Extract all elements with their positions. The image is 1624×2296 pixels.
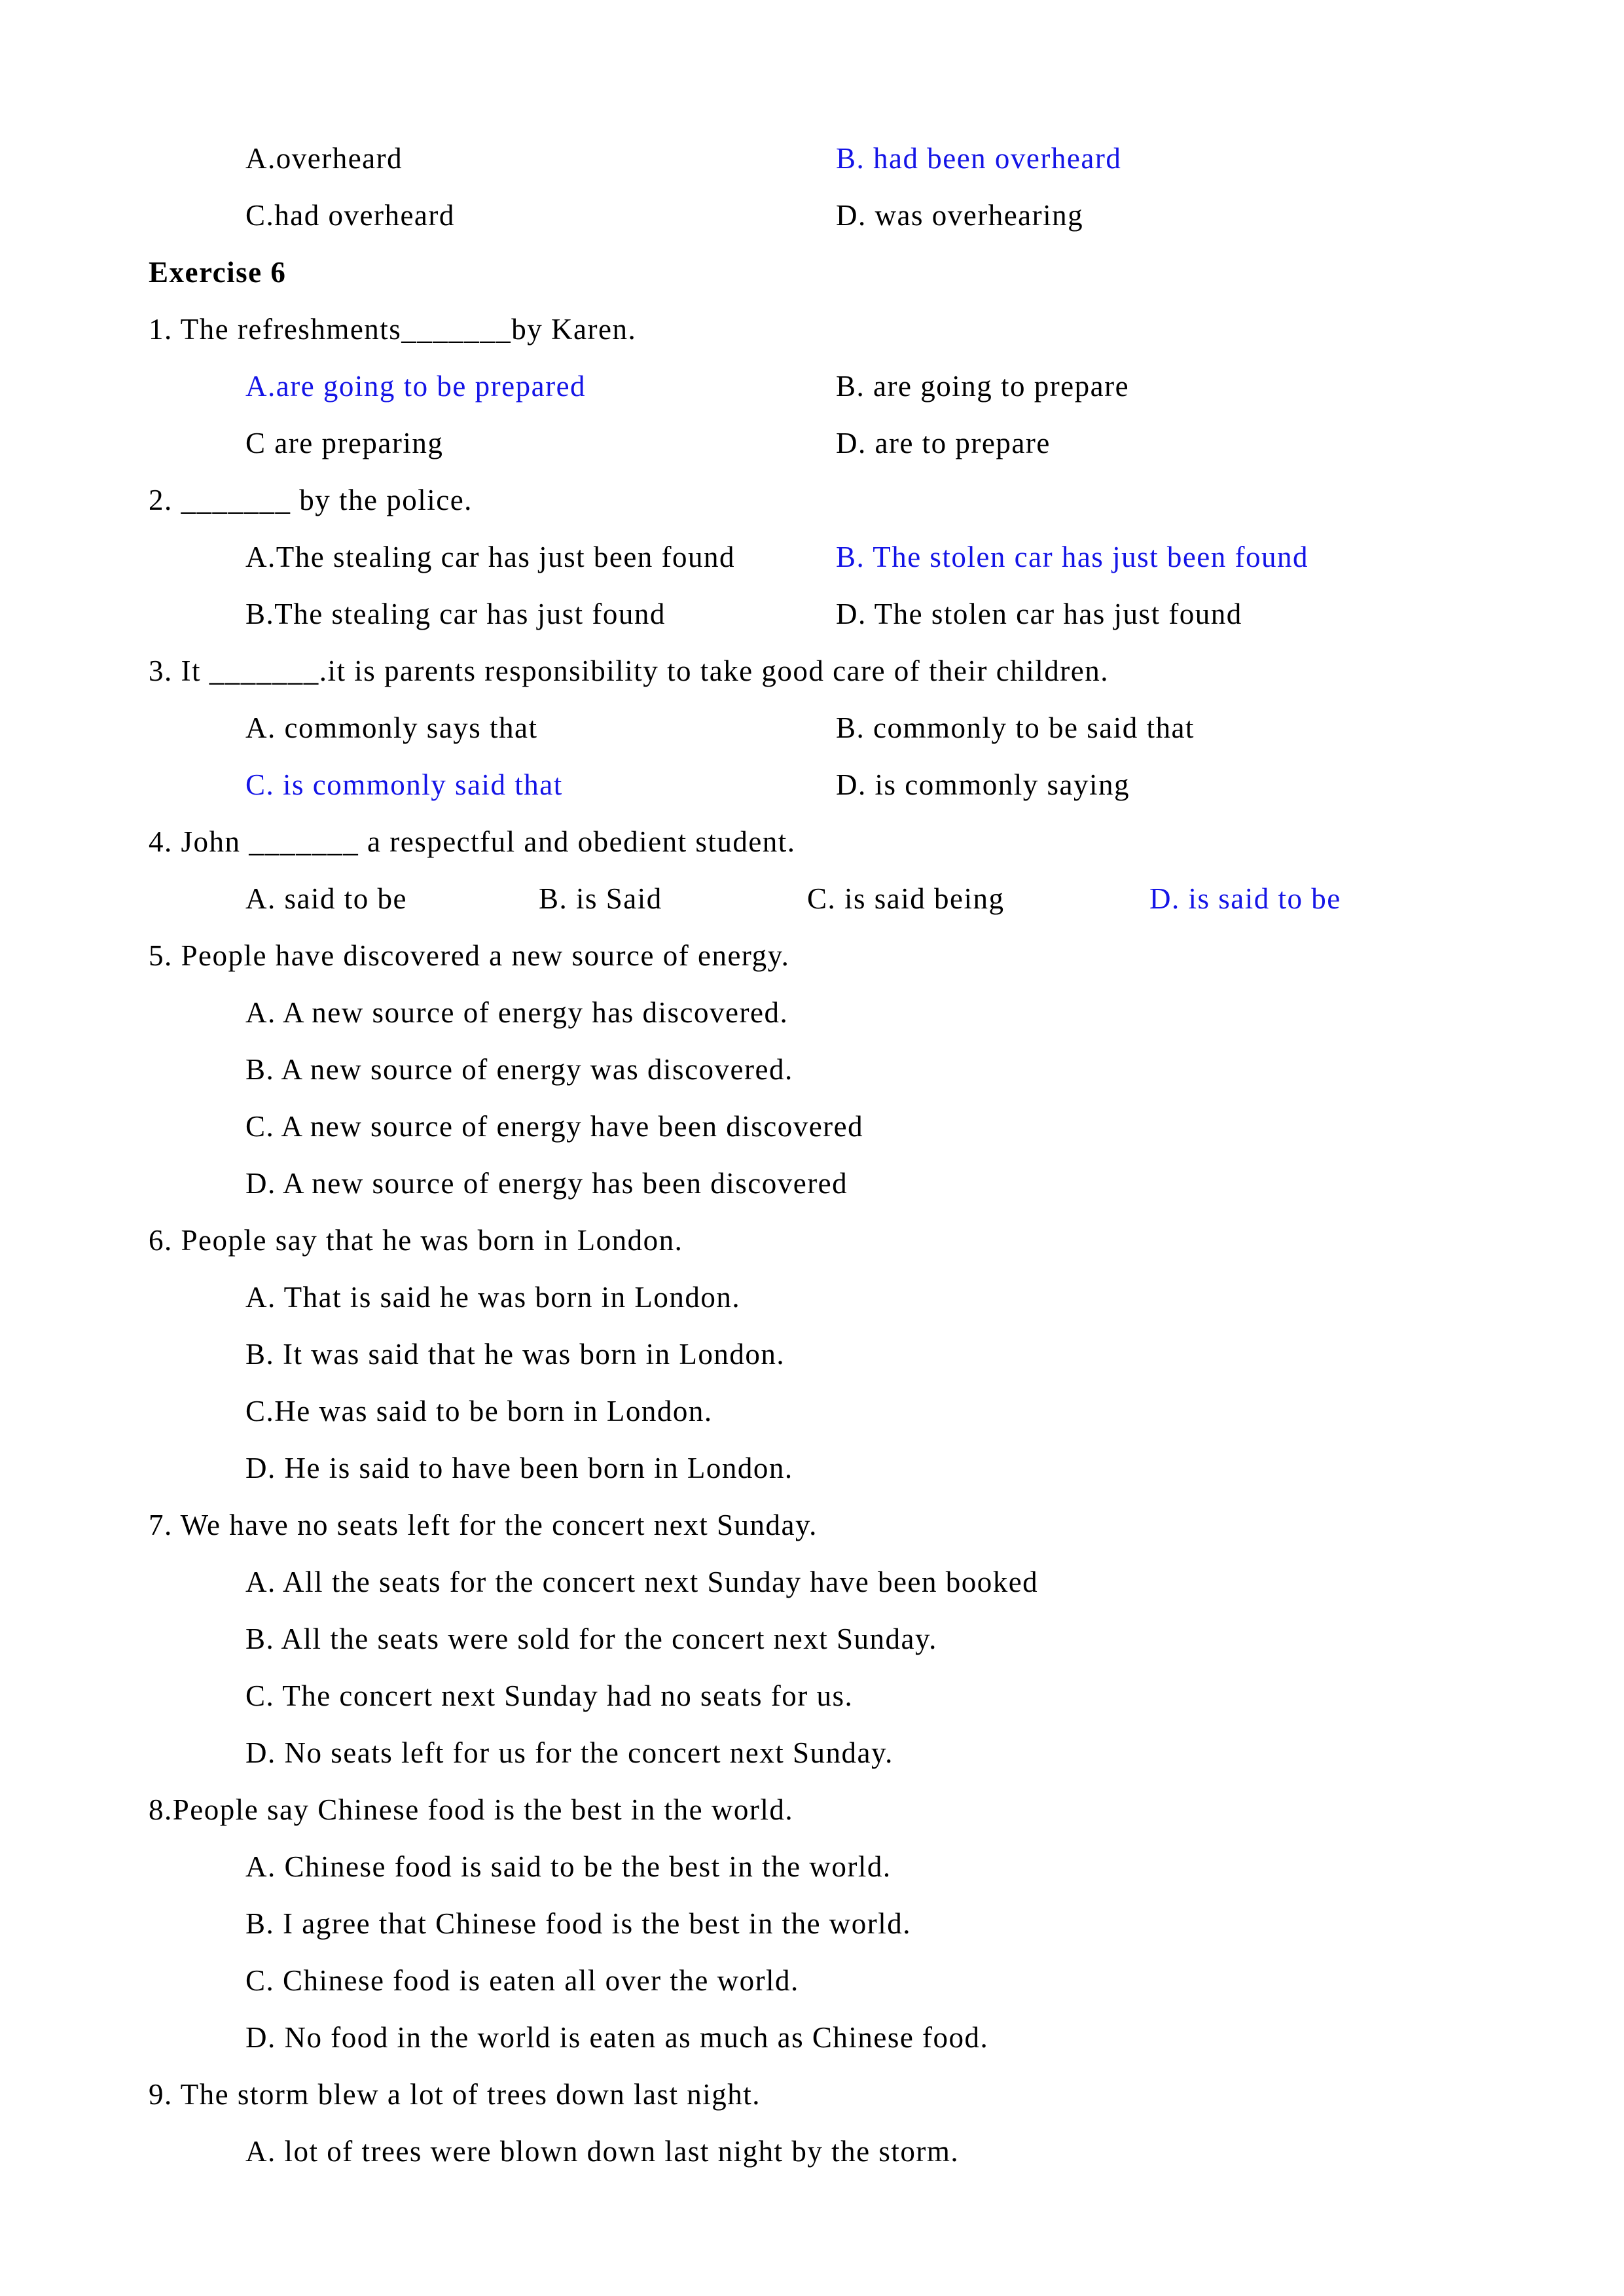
question-2-stem: 2. _______ by the police.	[149, 484, 473, 516]
question-5-option-b: B. A new source of energy was discovered.	[245, 1053, 793, 1086]
question-9-option-a: A. lot of trees were blown down last night by the storm.	[245, 2135, 960, 2168]
question-8-option-a: A. Chinese food is said to be the best in the world.	[245, 1850, 892, 1883]
exercise-title: Exercise 6	[149, 256, 287, 289]
question-7-option-c: C. The concert next Sunday had no seats for us.	[245, 1679, 854, 1712]
question-1-option-a-answer: A.are going to be prepared	[245, 370, 586, 403]
question-3-option-a: A. commonly says that	[245, 711, 538, 744]
prev-option-c: C.had overheard	[245, 199, 455, 232]
prev-option-a: A.overheard	[245, 142, 403, 175]
question-7-option-d: D. No seats left for us for the concert next Sunday.	[245, 1736, 893, 1769]
question-6-option-c: C.He was said to be born in London.	[245, 1395, 713, 1427]
question-6-option-a: A. That is said he was born in London.	[245, 1281, 741, 1314]
question-2-option-b-answer: B. The stolen car has just been found	[836, 541, 1309, 573]
question-8-stem: 8.People say Chinese food is the best in the world.	[149, 1793, 794, 1826]
question-2-option-d: D. The stolen car has just found	[836, 598, 1242, 630]
prev-option-b-answer: B. had been overheard	[836, 142, 1122, 175]
question-6-stem: 6. People say that he was born in London.	[149, 1224, 683, 1257]
question-8-option-b: B. I agree that Chinese food is the best in the world.	[245, 1907, 912, 1940]
question-3-option-b: B. commonly to be said that	[836, 711, 1195, 744]
question-4-option-a: A. said to be	[245, 882, 407, 915]
question-1-option-b: B. are going to prepare	[836, 370, 1130, 403]
question-6-option-d: D. He is said to have been born in London.	[245, 1452, 793, 1484]
question-8-option-d: D. No food in the world is eaten as much as Chinese food.	[245, 2021, 989, 2054]
question-4-option-d-answer: D. is said to be	[1149, 882, 1341, 915]
question-5-option-c: C. A new source of energy have been discovered	[245, 1110, 864, 1143]
question-4-option-c: C. is said being	[807, 882, 1005, 915]
question-6-option-b: B. It was said that he was born in London.	[245, 1338, 785, 1371]
question-7-stem: 7. We have no seats left for the concert next Sunday.	[149, 1509, 818, 1541]
question-9-stem: 9. The storm blew a lot of trees down last night.	[149, 2078, 761, 2111]
question-7-option-b: B. All the seats were sold for the concert next Sunday.	[245, 1623, 937, 1655]
question-1-option-d: D. are to prepare	[836, 427, 1051, 459]
question-4-stem: 4. John _______ a respectful and obedient student.	[149, 825, 796, 858]
question-4-option-b: B. is Said	[539, 882, 662, 915]
question-5-option-d: D. A new source of energy has been discovered	[245, 1167, 848, 1200]
question-2-option-a: A.The stealing car has just been found	[245, 541, 736, 573]
question-3-stem: 3. It _______.it is parents responsibility to take good care of their children.	[149, 655, 1109, 687]
prev-option-d: D. was overhearing	[836, 199, 1084, 232]
question-2-option-c: B.The stealing car has just found	[245, 598, 666, 630]
question-1-option-c: C are preparing	[245, 427, 444, 459]
question-8-option-c: C. Chinese food is eaten all over the world.	[245, 1964, 799, 1997]
question-5-stem: 5. People have discovered a new source of energy.	[149, 939, 790, 972]
question-3-option-d: D. is commonly saying	[836, 768, 1130, 801]
question-1-stem: 1. The refreshments_______by Karen.	[149, 313, 637, 346]
question-3-option-c-answer: C. is commonly said that	[245, 768, 563, 801]
question-5-option-a: A. A new source of energy has discovered.	[245, 996, 789, 1029]
question-7-option-a: A. All the seats for the concert next Sunday have been booked	[245, 1566, 1039, 1598]
